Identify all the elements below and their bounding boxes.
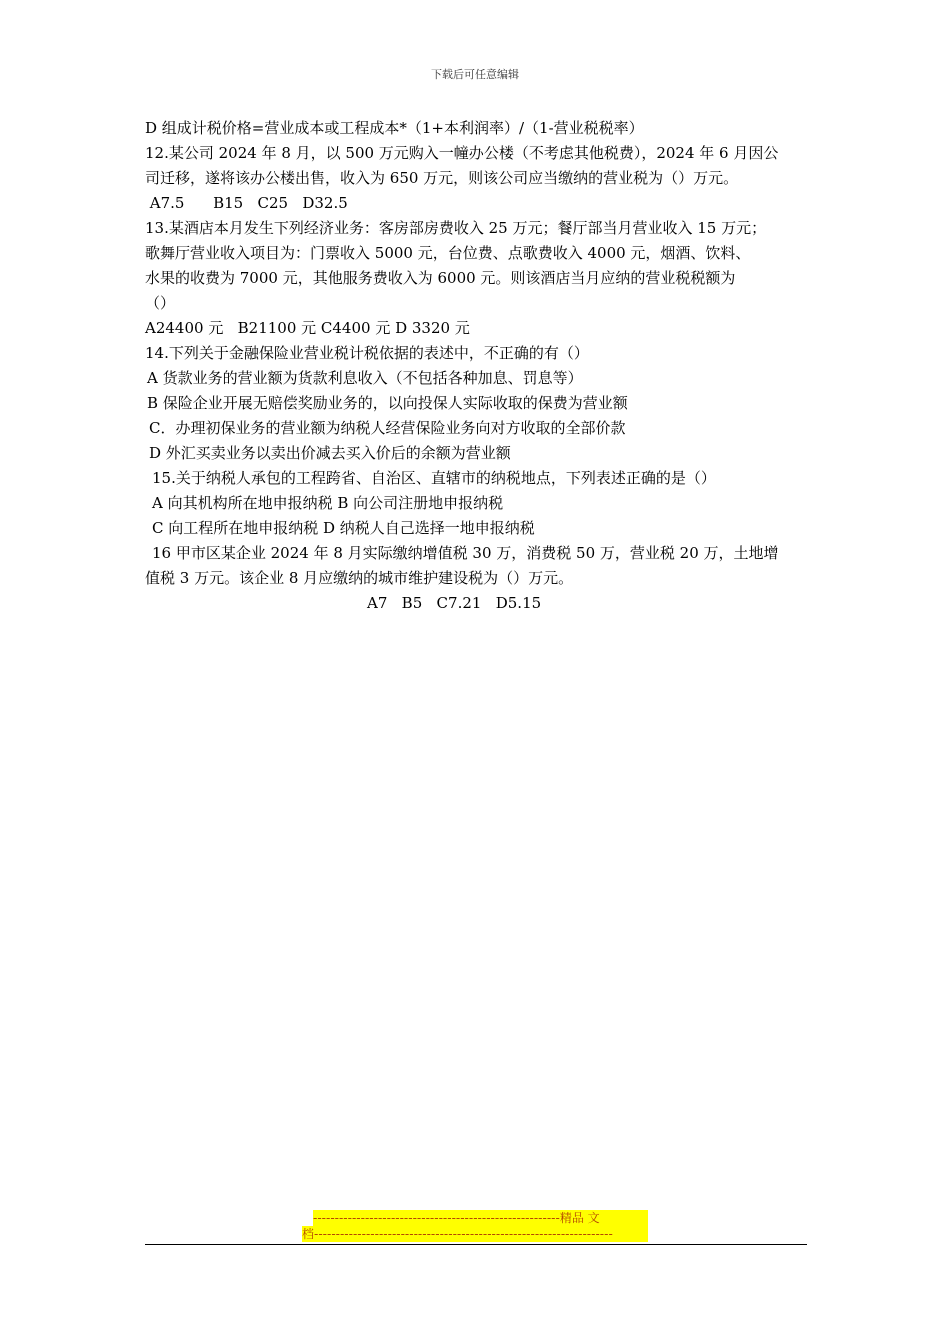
question-13-options: A24400 元 B21100 元 C4400 元 D 3320 元: [145, 319, 470, 337]
question-13-line-4: （）: [145, 294, 176, 312]
formula-option-d: D 组成计税价格=营业成本或工程成本*（1+本利润率）/（1-营业税税率）: [145, 119, 644, 137]
question-13-line-2: 歌舞厅营业收入项目为：门票收入 5000 元，台位费、点歌费收入 4000 元，烟酒、饮料、: [145, 244, 751, 262]
question-12-line-2: 司迁移，遂将该办公楼出售，收入为 650 万元，则该公司应当缴纳的营业税为（）万元。: [145, 169, 739, 187]
question-13-line-1: 13.某酒店本月发生下列经济业务：客房部房费收入 25 万元；餐厅部当月营业收入 15 万元；: [145, 219, 767, 237]
question-14-option-c: C．办理初保业务的营业额为纳税人经营保险业务向对方收取的全部价款: [149, 419, 626, 437]
question-13-line-3: 水果的收费为 7000 元，其他服务费收入为 6000 元。则该酒店当月应纳的营业税税额为: [145, 269, 736, 287]
question-16-options: A7 B5 C7.21 D5.15: [367, 594, 542, 612]
document-body: [145, 116, 810, 616]
question-12-line-1: 12.某公司 2024 年 8 月，以 500 万元购入一幢办公楼（不考虑其他税费），2024 年 6 月因公: [145, 144, 779, 162]
question-14-stem: 14.下列关于金融保险业营业税计税依据的表述中，不正确的有（）: [145, 344, 589, 362]
question-15-stem: 15.关于纳税人承包的工程跨省、自治区、直辖市的纳税地点，下列表述正确的是（）: [152, 469, 716, 487]
question-14-option-b: B 保险企业开展无赔偿奖励业务的，以向投保人实际收取的保费为营业额: [147, 394, 628, 412]
footer-divider: [145, 1244, 807, 1245]
footer-line-1: ---------------------------------------------------------精品 文: [313, 1210, 648, 1226]
question-16-line-2: 值税 3 万元。该企业 8 月应缴纳的城市维护建设税为（）万元。: [145, 569, 574, 587]
page-header: 下载后可任意编辑: [431, 68, 519, 81]
question-12-options: A7.5 B15 C25 D32.5: [145, 194, 348, 212]
question-14-option-a: A 货款业务的营业额为货款利息收入（不包括各种加息、罚息等）: [147, 369, 583, 387]
question-15-options-cd: C 向工程所在地申报纳税 D 纳税人自己选择一地申报纳税: [152, 519, 535, 537]
question-14-option-d: D 外汇买卖业务以卖出价减去买入价后的余额为营业额: [149, 444, 511, 462]
footer-line-2: 档---------------------------------------------------------------------: [302, 1226, 648, 1242]
footer-watermark: [302, 1210, 648, 1242]
question-15-options-ab: A 向其机构所在地申报纳税 B 向公司注册地申报纳税: [152, 494, 504, 512]
question-16-line-1: 16 甲市区某企业 2024 年 8 月实际缴纳增值税 30 万，消费税 50 万，营业税 20 万，土地增: [152, 544, 779, 562]
